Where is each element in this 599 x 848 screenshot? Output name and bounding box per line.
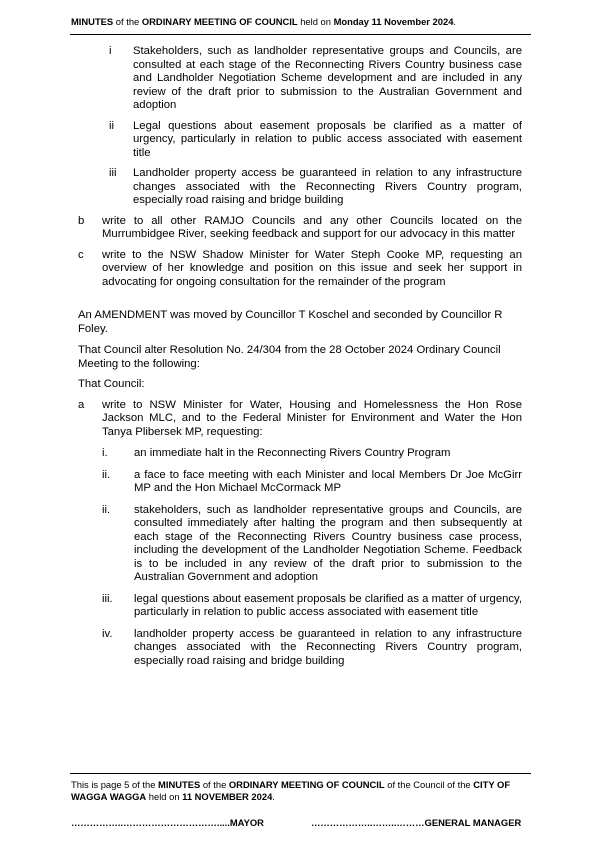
- footer-text: of the Council of the: [384, 779, 474, 790]
- footer-text: of the: [200, 779, 229, 790]
- footer-text: This is page 5 of the: [71, 779, 159, 790]
- item-label: ii.: [102, 503, 111, 516]
- header-meeting: ORDINARY MEETING OF COUNCIL: [141, 16, 298, 27]
- item-label: a: [78, 398, 85, 411]
- item-text: write to all other RAMJO Councils and any other Councils located on the Murrumbidgee River, seeking feedback and support for our advocacy in this matter: [102, 214, 522, 240]
- item-text: write to the NSW Shadow Minister for Water Steph Cooke MP, requesting an overview of her knowledge and position on this issue and seek her support in advocating for ongoing consultation for the remainder of the program: [102, 248, 522, 288]
- item-label: iv.: [102, 627, 113, 640]
- list-item: [102, 447, 522, 461]
- item-text: a face to face meeting with each Minister and local Members Dr Joe McGirr MP and the Hon Michael McCormack MP: [134, 468, 522, 494]
- list-item: [78, 249, 522, 290]
- header-minutes: MINUTES: [71, 16, 114, 27]
- list-item: [102, 504, 522, 585]
- item-label: c: [78, 248, 84, 261]
- footer-text: .: [272, 791, 275, 802]
- signature-line: [71, 817, 531, 828]
- list-item: [78, 399, 522, 440]
- list-item: [102, 593, 522, 620]
- page-header: [71, 16, 531, 27]
- footer-minutes: MINUTES: [158, 779, 201, 790]
- list-item: [109, 120, 522, 161]
- item-text: Legal questions about easement proposals be clarified as a matter of urgency, particularly in relation to public access associated with easement title: [133, 119, 522, 159]
- list-item: [109, 167, 522, 208]
- list-item: [102, 628, 522, 669]
- footer-text: held on: [146, 791, 183, 802]
- item-label: i: [109, 45, 112, 57]
- item-label: ii: [109, 119, 115, 132]
- page-footer: [71, 779, 531, 803]
- item-label: i.: [102, 447, 108, 459]
- header-text: of the: [113, 16, 142, 27]
- item-text: landholder property access be guaranteed in relation to any infrastructure changes associated with the Reconnecting Rivers Country program, especially road raising and bridge building: [134, 627, 522, 667]
- header-date: Monday 11 November 2024: [333, 16, 454, 27]
- item-label: ii.: [102, 468, 111, 481]
- list-item: [109, 45, 522, 113]
- item-text: legal questions about easement proposals be clarified as a matter of urgency, particularly in relation to public access associated with easement title: [134, 592, 522, 618]
- minutes-body: [78, 45, 522, 668]
- mayor-signature: ……………..………………………….....MAYOR: [71, 817, 264, 828]
- item-label: b: [78, 214, 85, 227]
- footer-city: CITY OF WAGGA WAGGA: [71, 779, 511, 802]
- footer-rule: [70, 773, 531, 774]
- item-label: iii: [109, 167, 117, 179]
- item-text: Landholder property access be guaranteed in relation to any infrastructure changes associated with the Reconnecting Rivers Country program, especially road raising and bridge building: [133, 167, 522, 206]
- item-text: Stakeholders, such as landholder representative groups and Councils, are consulted at each stage of the Reconnecting Rivers Country business case and Landholder Negotiation Scheme development and are included in any review of the draft prior to submission to the Australian Government and adoption: [133, 45, 522, 111]
- item-text: an immediate halt in the Reconnecting Rivers Country Program: [134, 447, 451, 459]
- item-text: write to NSW Minister for Water, Housing and Homelessness the Hon Rose Jackson MLC, and to the Federal Minister for Environment and Water the Hon Tanya Plibersek MP, requesting:: [102, 398, 522, 438]
- amendment-paragraph: An AMENDMENT was moved by Councillor T Koschel and seconded by Councillor R Foley.: [78, 309, 503, 335]
- that-council-heading: That Council:: [78, 378, 145, 390]
- general-manager-signature: ………………..……..………GENERAL MANAGER: [311, 817, 522, 828]
- footer-date: 11 NOVEMBER 2024: [182, 791, 273, 802]
- list-item: [102, 469, 522, 496]
- header-text: held on: [297, 16, 334, 27]
- alter-paragraph: That Council alter Resolution No. 24/304 from the 28 October 2024 Ordinary Council Meeting to the following:: [78, 344, 501, 370]
- list-item: [78, 215, 522, 242]
- footer-meeting: ORDINARY MEETING OF COUNCIL: [228, 779, 385, 790]
- item-text: stakeholders, such as landholder representative groups and Councils, are consulted immediately after halting the program and then subsequently at each stage of the Reconnecting Rivers Country business case process, including the development of the Landholder Negotiation Scheme. Feedback is to be included in any review of the draft prior to submission to the Australian Government and adoption: [134, 503, 522, 583]
- item-label: iii.: [102, 592, 113, 605]
- header-text: .: [453, 16, 457, 27]
- header-rule: [70, 34, 531, 35]
